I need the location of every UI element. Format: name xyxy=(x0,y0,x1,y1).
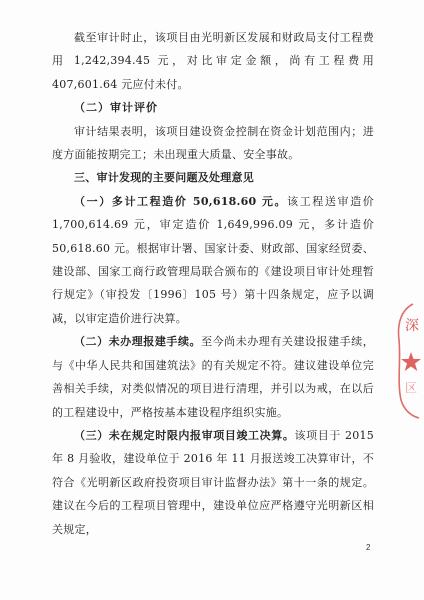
issue-title-overstated-cost: （一）多计工程造价 50,618.60 元。 xyxy=(74,194,288,208)
heading-audit-evaluation: （二）审计评价 xyxy=(74,101,158,115)
paragraph-no-permit xyxy=(52,330,374,424)
issue-body-overstated-cost: 该工程送审造价 1,700,614.69 元，审定造价 1,649,996.09 元，多计造价 50,618.60 元。根据审计署、国家计委、财政部、国家经贸委、建设部、国家工商行政管理局联合颁布的《建设项目审计处理暂行规定》（审投发〔1996〕105 号）第十四条规定，应予以调减，以审定造价进行决算。 xyxy=(52,194,374,325)
svg-text:区: 区 xyxy=(405,381,418,395)
issue-body-no-permit: 至今尚未办理有关建设报建手续，与《中华人民共和国建筑法》的有关规定不符。建议建设单位完善相关手续，对类似情况的项目进行清理，并引以为戒，在以后的工程建设中，严格按基本建设程序组织实施。 xyxy=(52,335,375,419)
svg-text:深: 深 xyxy=(405,318,419,334)
document-body xyxy=(52,26,374,541)
paragraph-late-settlement xyxy=(52,424,374,541)
issue-title-no-permit: （二）未办理报建手续。 xyxy=(74,335,202,349)
official-seal-stamp xyxy=(383,300,423,420)
issue-title-late-settlement: （三）未在规定时限内报审项目竣工决算。 xyxy=(74,428,295,442)
page-number: 2 xyxy=(366,543,371,552)
paragraph-audit-evaluation: 审计结果表明，该项目建设资金控制在资金计划范围内；进度方面能按期完工；未出现重大质量、安全事故。 xyxy=(52,124,374,162)
paragraph-payment-status: 截至审计时止，该项目由光明新区发展和财政局支付工程费用 1,242,394.45 元，对比审定金额，尚有工程费用 407,601.64 元应付未付。 xyxy=(52,31,374,91)
paragraph-overstated-cost xyxy=(52,190,374,330)
heading-main-issues: 三、审计发现的主要问题及处理意见 xyxy=(74,171,254,185)
issue-body-late-settlement: 该项目于 2015 年 8 月验收，建设单位于 2016 年 11 月报送竣工决算审计，不符合《光明新区政府投资项目审计监督办法》第十一条的规定。建议在今后的工程项目管理中，建设单位应严格遵守光明新区相关规定， xyxy=(52,428,374,536)
